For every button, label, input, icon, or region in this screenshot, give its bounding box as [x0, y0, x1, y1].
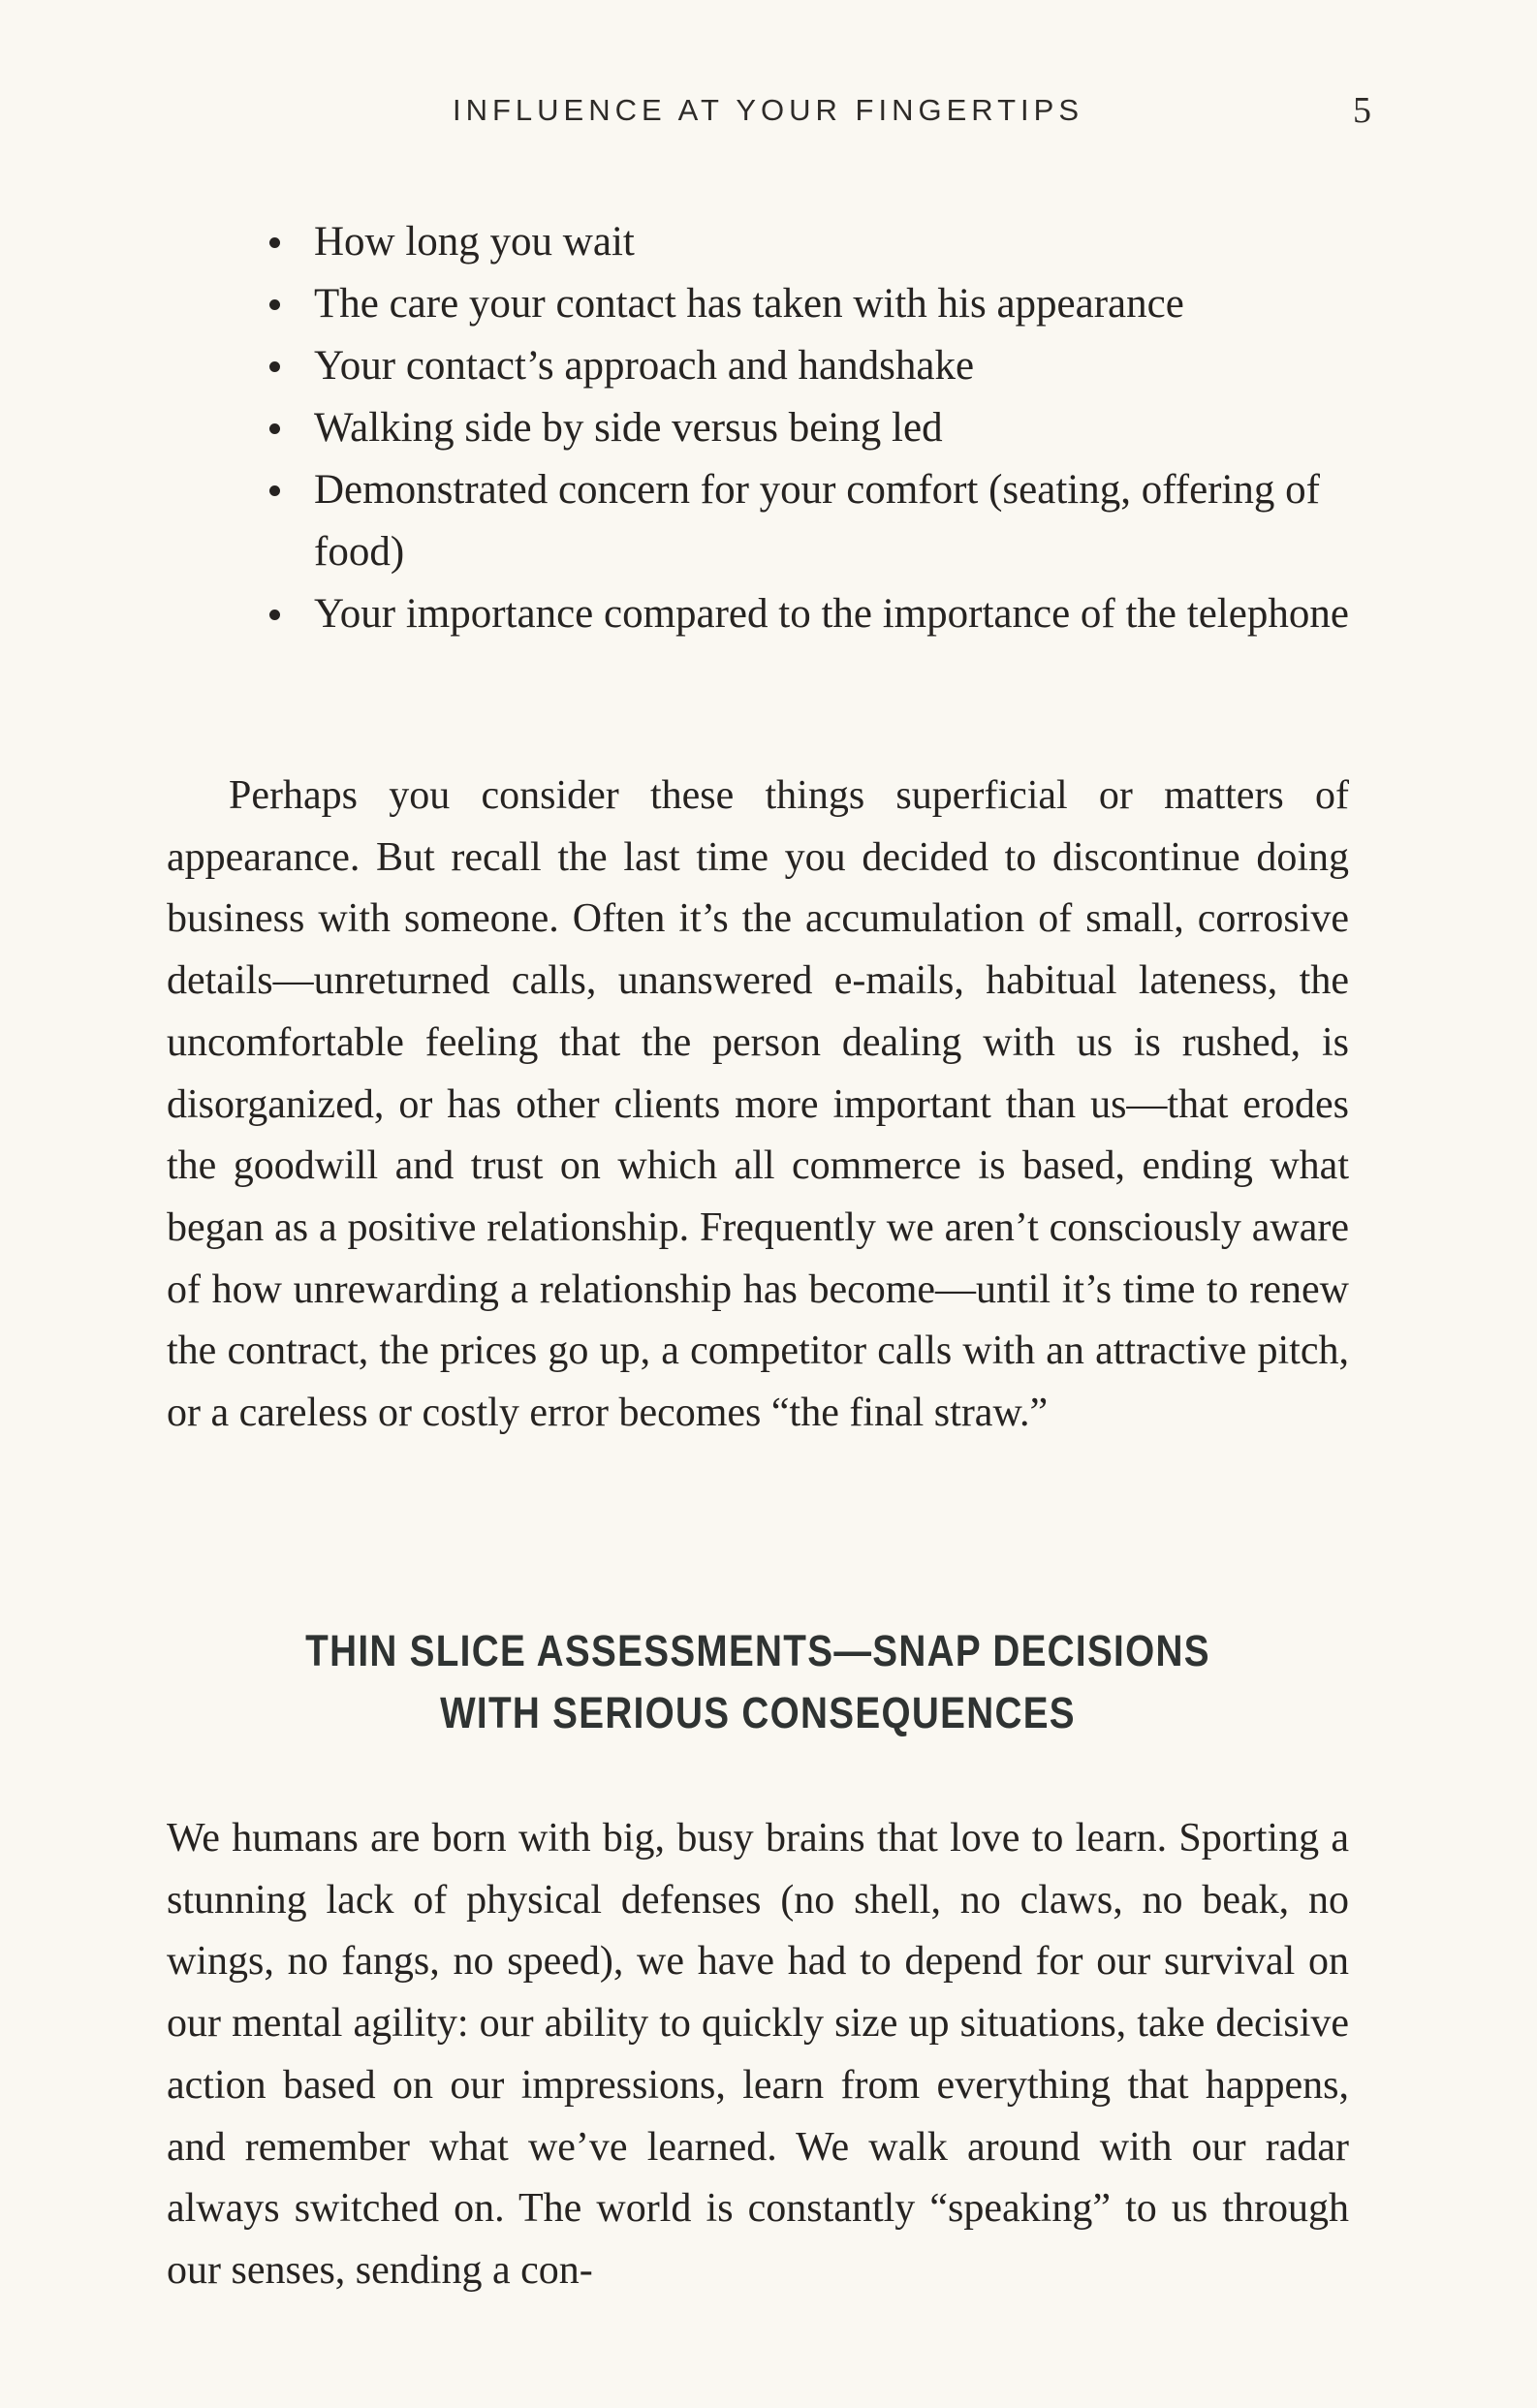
list-item [262, 583, 1366, 645]
list-item-text: Demonstrated concern for your comfort (seating, offering of food) [314, 467, 1321, 575]
bullet-icon [269, 299, 280, 310]
bullet-icon [269, 423, 280, 434]
list-item [262, 397, 1366, 459]
list-item-text: Walking side by side versus being led [314, 405, 943, 451]
page-number: 5 [1353, 90, 1371, 131]
list-item [262, 273, 1366, 335]
list-item-text: How long you wait [314, 219, 635, 265]
running-head [165, 89, 1371, 138]
list-item-text: The care your contact has taken with his appearance [314, 281, 1184, 327]
bullet-icon [269, 361, 280, 372]
bullet-icon [269, 237, 280, 248]
running-title: INFLUENCE AT YOUR FINGERTIPS [452, 93, 1084, 127]
body-paragraph: Perhaps you consider these things superficial or matters of appearance. But recall the last time you decided to discontinue doing business with someone. Often it’s the accumulation of small, corrosive details—unreturned calls, unanswered e-mails, habitual lateness, the uncomfortable feeling that the person dealing with us is rushed, is disorganized, or has other clients more important than us—that erodes the goodwill and trust on which all commerce is based, ending what began as a positive relationship. Frequently we aren’t consciously aware of how unrewarding a relationship has become—until it’s time to renew the contract, the prices go up, a competitor calls with an attractive pitch, or a careless or costly error becomes “the final straw.” [167, 773, 1349, 1436]
list-item [262, 335, 1366, 397]
bullet-icon [269, 485, 280, 496]
list-item-text: Your contact’s approach and handshake [314, 343, 975, 389]
bullet-icon [269, 610, 280, 620]
section-heading: THIN SLICE ASSESSMENTS—SNAP DECISIONS WITH SERIOUS CONSEQUENCES [305, 1626, 1210, 1737]
body-paragraph: We humans are born with big, busy brains that love to learn. Sporting a stunning lack of physical defenses (no shell, no claws, no beak, no wings, no fangs, no speed), we have had to depend for our survival on our mental agility: our ability to quickly size up situations, take decisive action based on our impressions, learn from everything that happens, and remember what we’ve learned. We walk around with our radar always switched on. The world is constantly “speaking” to us through our senses, sending a con- [167, 1816, 1349, 2293]
list-item-text: Your importance compared to the importance of the telephone [314, 591, 1349, 637]
list-item [262, 459, 1366, 583]
list-item [262, 211, 1366, 273]
bullet-list [262, 211, 1366, 645]
